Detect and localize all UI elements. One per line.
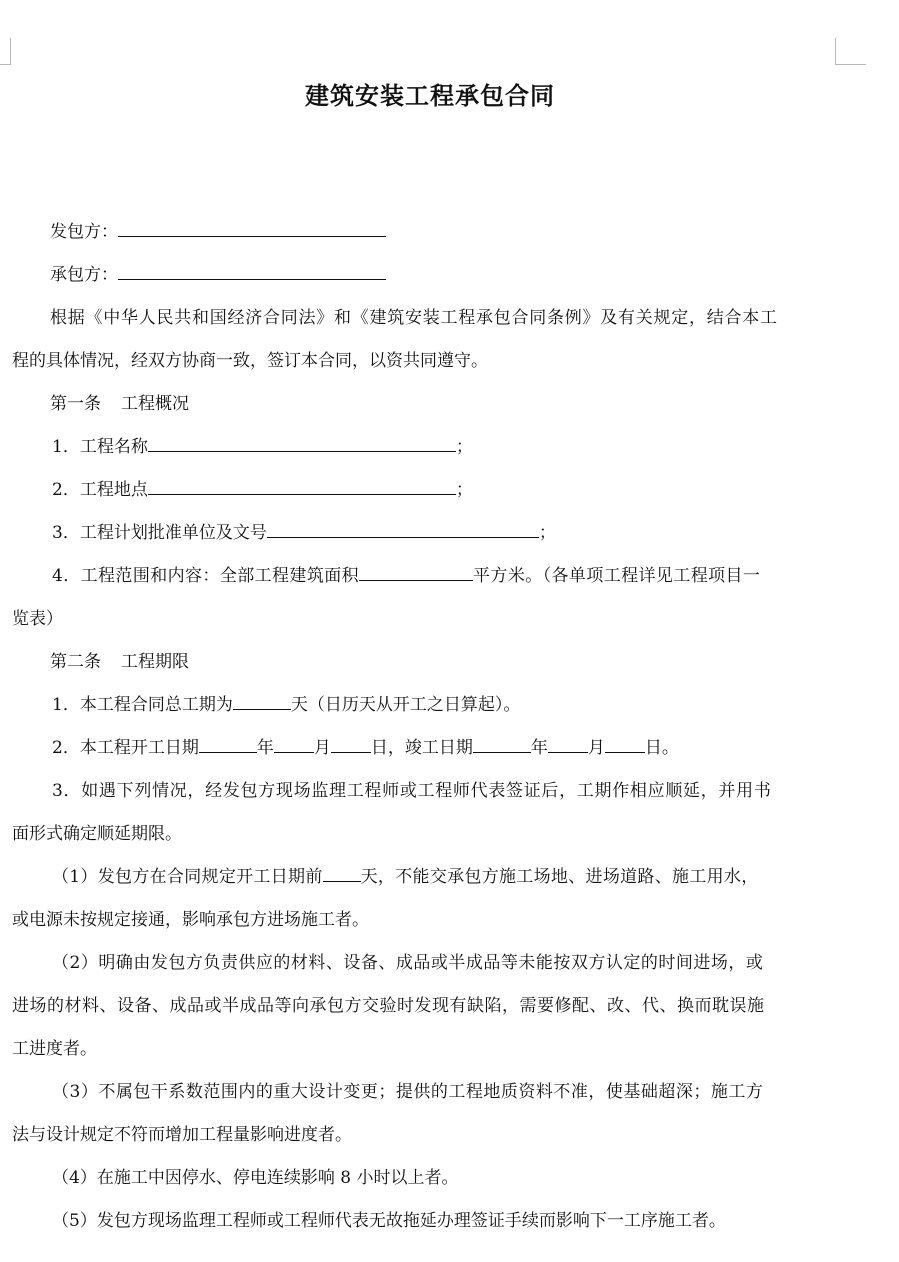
- page-corner-mark-top-right: [835, 38, 866, 65]
- line-text: 1．工程名称: [52, 437, 148, 457]
- fill-in-blank: [118, 221, 386, 237]
- document-line: [12, 262, 876, 288]
- document-line: [12, 1079, 878, 1105]
- document-line: [12, 778, 878, 804]
- line-text: ；: [538, 523, 556, 543]
- line-text: 平方米。（各单项工程详见工程项目一: [473, 566, 761, 586]
- document-line: [12, 606, 838, 632]
- document-line: [12, 219, 876, 245]
- document-line: [12, 649, 876, 675]
- document-line: [12, 1122, 838, 1148]
- fill-in-blank: [118, 264, 386, 280]
- document-line: [12, 520, 878, 546]
- line-text: 月: [313, 738, 331, 758]
- document-line: [12, 305, 876, 331]
- document-line: [12, 735, 878, 761]
- line-text: 面形式确定顺延期限。: [12, 824, 182, 844]
- line-text: 年: [256, 738, 274, 758]
- line-text: 程的具体情况，经双方协商一致，签订本合同，以资共同遵守。: [12, 351, 488, 371]
- document-line: [12, 1036, 838, 1062]
- fill-in-blank: [267, 522, 539, 538]
- line-text: 日，竣工日期: [370, 738, 473, 758]
- fill-in-blank: [199, 737, 257, 753]
- document-line: [12, 907, 838, 933]
- fill-in-blank: [605, 737, 645, 753]
- line-text: 承包方：: [50, 265, 118, 285]
- line-text: 年: [530, 738, 548, 758]
- document-line: [12, 1208, 878, 1234]
- line-text: （1）发包方在合同规定开工日期前: [52, 867, 323, 887]
- line-text: 1．本工程合同总工期为: [52, 695, 233, 715]
- line-text: （3）不属包干系数范围内的重大设计变更；提供的工程地质资料不准，使基础超深；施工方: [52, 1082, 764, 1102]
- line-text: 发包方：: [50, 222, 118, 242]
- line-text: （2）明确由发包方负责供应的材料、设备、成品或半成品等未能按双方认定的时间进场，或: [52, 953, 764, 973]
- document-line: [12, 563, 878, 589]
- line-text: 进场的材料、设备、成品或半成品等向承包方交验时发现有缺陷，需要修配、改、代、换而耽误施: [12, 996, 765, 1016]
- line-text: 工进度者。: [12, 1039, 97, 1059]
- line-text: 法与设计规定不符而增加工程量影响进度者。: [12, 1125, 352, 1145]
- line-text: ；: [455, 480, 473, 500]
- fill-in-blank: [233, 694, 291, 710]
- fill-in-blank: [148, 436, 456, 452]
- document-line: [12, 1165, 878, 1191]
- document-line: [12, 391, 876, 417]
- document-line: [12, 477, 878, 503]
- line-text: 4．工程范围和内容：全部工程建筑面积: [52, 566, 360, 586]
- fill-in-blank: [359, 565, 473, 581]
- line-text: 第二条: [50, 652, 101, 672]
- fill-in-blank: [473, 737, 531, 753]
- page-corner-mark-top-left: [0, 38, 11, 65]
- line-text: 3．如遇下列情况，经发包方现场监理工程师或工程师代表签证后，工期作相应顺延，并用书: [52, 781, 772, 801]
- document-line: [12, 864, 878, 890]
- fill-in-blank: [331, 737, 371, 753]
- line-text: 2．本工程开工日期: [52, 738, 199, 758]
- fill-in-blank: [148, 479, 456, 495]
- line-text: （5）发包方现场监理工程师或工程师代表无故拖延办理签证手续而影响下一工序施工者。: [52, 1211, 726, 1231]
- line-text: （4）在施工中因停水、停电连续影响 8 小时以上者。: [52, 1168, 459, 1188]
- line-text: 第一条: [50, 394, 101, 414]
- line-text: 天（日历天从开工之日算起）。: [290, 695, 521, 715]
- line-text: 览表）: [12, 609, 63, 629]
- line-text: 根据《中华人民共和国经济合同法》和《建筑安装工程承包合同条例》及有关规定，结合本工: [50, 308, 778, 328]
- line-text: 日。: [644, 738, 679, 758]
- fill-in-blank: [323, 866, 361, 882]
- line-text: 2．工程地点: [52, 480, 148, 500]
- line-text: ；: [455, 437, 473, 457]
- document-line: [12, 993, 838, 1019]
- line-text: 工程期限: [121, 652, 189, 672]
- line-text: 或电源未按规定接通，影响承包方进场施工者。: [12, 910, 369, 930]
- document-line: [12, 434, 878, 460]
- line-text: 3．工程计划批准单位及文号: [52, 523, 267, 543]
- line-text: 工程概况: [121, 394, 189, 414]
- line-text: 月: [587, 738, 605, 758]
- fill-in-blank: [274, 737, 314, 753]
- fill-in-blank: [548, 737, 588, 753]
- document-title: 建筑安装工程承包合同: [305, 81, 555, 110]
- document-line: [12, 348, 838, 374]
- document-line: [12, 692, 878, 718]
- document-line: [12, 821, 838, 847]
- document-line: [12, 950, 878, 976]
- line-text: 天，不能交承包方施工场地、进场道路、施工用水，: [360, 867, 759, 887]
